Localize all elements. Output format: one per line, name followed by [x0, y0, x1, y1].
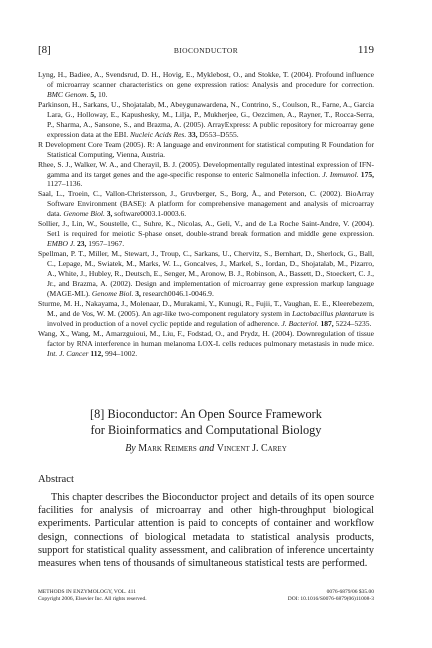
- chapter-number: [8]: [38, 44, 51, 56]
- running-title: BIOCONDUCTOR: [173, 46, 239, 55]
- footer-right: 0076-6879/06 $35.00 DOI: 10.1016/S0076-6879(06)11008-3: [287, 589, 374, 602]
- chapter-title: [38, 406, 374, 438]
- footer-left: METHODS IN ENZYMOLOGY, VOL. 411 Copyright 2006, Elsevier Inc. All rights reserved.: [38, 589, 147, 602]
- reference-item: Saal, L., Troein, C., Vallon-Christersson, J., Gruvberger, S., Borg, Å., and Peterson, C. (2002). BioArray Software Environment (BASE): A platform for comprehensive management and analysis of microarray data. Genome Biol. 3, software0003.1-0003.6.: [38, 189, 374, 219]
- chapter-title-line: [8] Bioconductor: An Open Source Framework: [90, 407, 322, 421]
- reference-item: Parkinson, H., Sarkans, U., Shojatalab, M., Abeygunawardena, N., Contrino, S., Coulson, R., Farne, A., Garcia Lara, G., Holloway, E., Kapushesky, M., Lilja, P., Mukherjee, G., Oezcimen, A., Rayner, T., Rocca-Serra, P., Sharma, A., Sansone, S., and Brazma, A. (2005). ArrayExpress: A public repository for microarray gene expression data at the EBI. Nucleic Acids Res. 33, D553–D555.: [38, 99, 374, 139]
- reference-item: R Development Core Team (2005). R: A language and environment for statistical computing R Foundation for Statistical Computing, Vienna, Austria.: [38, 139, 374, 159]
- abstract-text: This chapter describes the Bioconductor project and details of its open source facilities for analysis of microarray and other high-throughput biological experiments. Particular attention is paid to concepts of container and workflow design, connections of biological metadata to statistical analysis products, support for statistical quality assessment, and calibration of inference uncertainty measures when tens of thousands of simultaneous statistical tests are performed.: [38, 492, 374, 570]
- reference-item: Wang, X., Wang, M., Amarzguioui, M., Liu, F., Fodstad, O., and Prydz, H. (2004). Downregulation of tissue factor by RNA interference in human melanoma LOX-L cells reduces pulmonary metastasis in nude mice. Int. J. Cancer 112, 994–1002.: [38, 328, 374, 358]
- abstract-heading: Abstract: [38, 474, 74, 485]
- author-name: Vincent J. Carey: [216, 443, 287, 454]
- author-name: Mark Reimers: [138, 443, 197, 454]
- reference-list: [38, 70, 374, 359]
- page-number: 119: [357, 44, 374, 56]
- reference-item: Lyng, H., Badiee, A., Svendsrud, D. H., Hovig, E., Myklebost, O., and Stokke, T. (2004). Profound influence of microarray scanner characteristics on gene expression ratios: Analysis and procedure for correction. BMC Genom. 5, 10.: [38, 70, 374, 99]
- chapter-title-line: for Bioinformatics and Computational Biology: [90, 423, 322, 437]
- reference-item: Sollier, J., Lin, W., Soustelle, C., Suhre, K., Nicolas, A., Geli, V., and de La Roche Saint-Andre, V. (2004). Set1 is required for meiotic S-phase onset, double-strand break formation and middle gene expression. EMBO J. 23, 1957–1967.: [38, 219, 374, 249]
- running-header: [38, 44, 374, 56]
- reference-item: Sturme, M. H., Nakayama, J., Molenaar, D., Murakami, Y., Kunugi, R., Fujii, T., Vaughan, E. E., Kleerebezem, M., and de Vos, W. M. (2005). An agr-like two-component regulatory system in Lactobacillus plantarum is involved in production of a novel cyclic peptide and regulation of adherence. J. Bacteriol. 187, 5224–5235.: [38, 298, 375, 328]
- reference-item: Rhee, S. J., Walker, W. A., and Cherayil, B. J. (2005). Developmentally regulated intestinal expression of IFN-gamma and its target genes and the age-specific response to enteric Salmonella infection. J. Immunol. 175, 1127–1136.: [38, 159, 375, 189]
- reference-item: Spellman, P. T., Miller, M., Stewart, J., Troup, C., Sarkans, U., Chervitz, S., Bernhart, D., Sherlock, G., Ball, C., Lepage, M., Swiatek, M., Marks, W. L., Goncalves, J., Markel, S., Iordan, D., Shojatalab, M., Pizarro, A., White, J., Hubley, R., Deutsch, E., Senger, M., Aronow, B. J., Robinson, A., Bassett, D., Stoeckert, C. J., Jr., and Brazma, A. (2002). Design and implementation of microarray gene expression markup language (MAGE-ML). Genome Biol. 3, research0046.1-0046.9.: [38, 249, 374, 298]
- author-line: By Mark Reimers and Vincent J. Carey: [125, 443, 287, 454]
